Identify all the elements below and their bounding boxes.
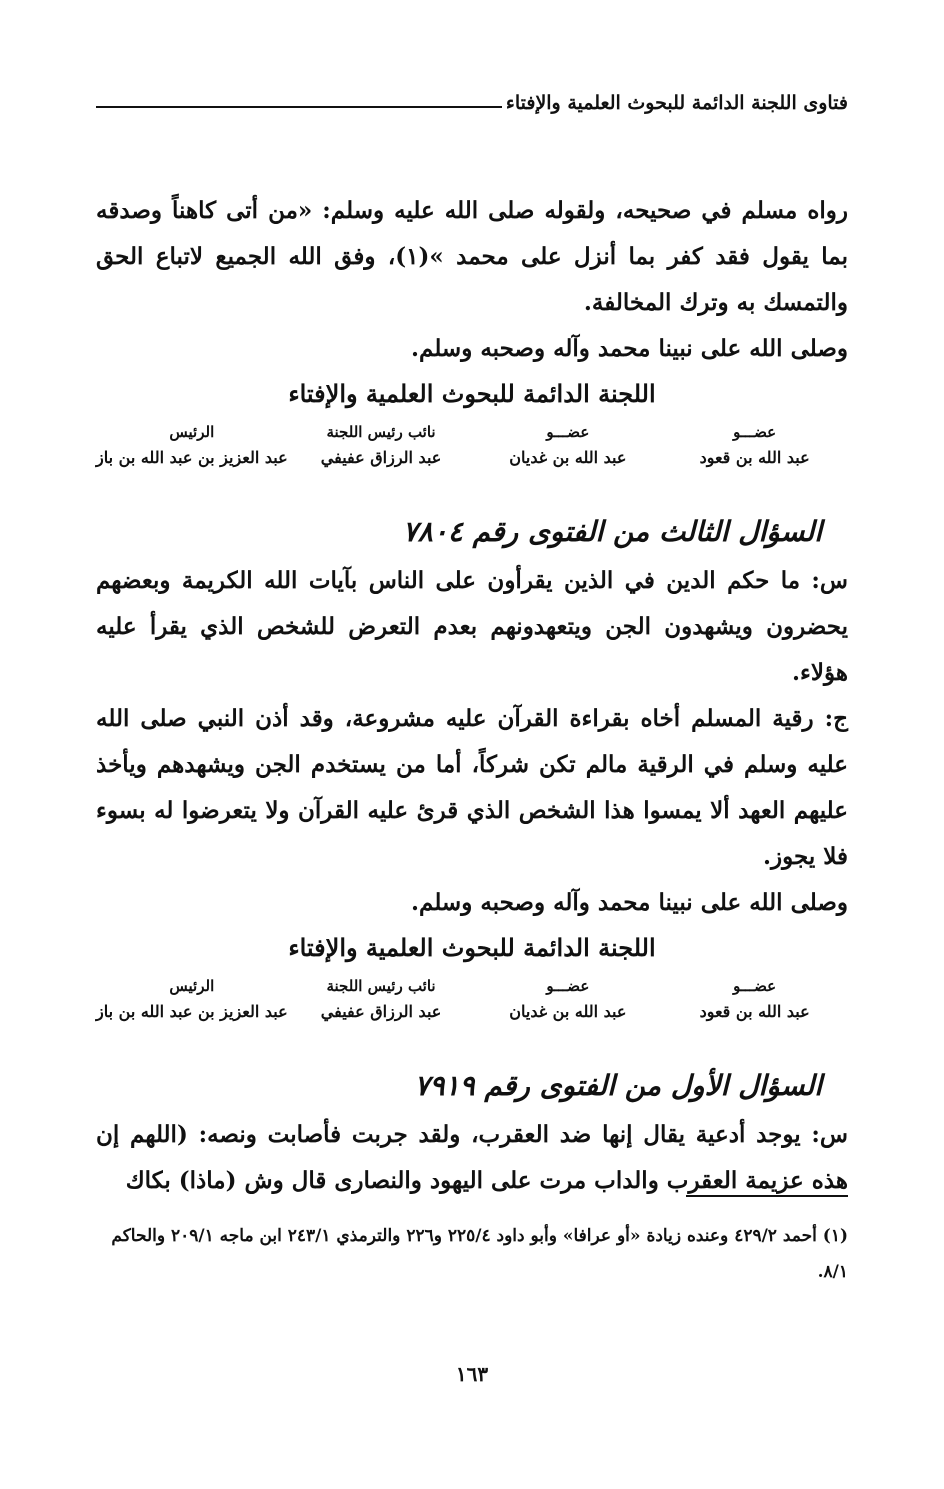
signature-role: عضـــو: [546, 423, 590, 441]
signature-name: عبد الرزاق عفيفي: [320, 1002, 442, 1021]
signature-member: [474, 974, 661, 1026]
committee-title: اللجنة الدائمة للبحوث العلمية والإفتاء: [288, 933, 656, 962]
running-header: [96, 82, 848, 114]
signature-role: الرئيس: [169, 977, 215, 995]
signature-name: عبد الله بن قعود: [699, 1002, 810, 1021]
signature-name: عبد الرزاق عفيفي: [320, 448, 442, 467]
answer-text: ج: رقية المسلم أخاه بقراءة القرآن عليه مشروعة، وقد أذن النبي صلى الله عليه وسلم في الرقية مالم تكن شركاً، أما من يستخدم الجن ويشهدهم ويأخذ عليهم العهد ألا يمسوا هذا الشخص الذي قرئ عليه القرآن ولا يتعرضوا له بسوء فلا يجوز.: [96, 705, 848, 870]
intro-closing: وصلى الله على نبينا محمد وآله وصحبه وسلم.: [411, 335, 848, 362]
signature-name: عبد العزيز بن عبد الله بن باز: [96, 448, 288, 467]
answer-closing: وصلى الله على نبينا محمد وآله وصحبه وسلم.: [411, 889, 848, 916]
question-heading: السؤال الثالث من الفتوى رقم ٧٨٠٤: [402, 515, 822, 548]
header-rule: [96, 106, 502, 108]
signature-role: عضـــو: [546, 977, 590, 995]
signature-role: الرئيس: [169, 423, 215, 441]
signature-member: [474, 420, 661, 472]
question-text: س: ما حكم الدين في الذين يقرأون على الناس بآيات الله الكريمة وبعضهم يحضرون ويشهدون الجن ويتعهدونهم بعدم التعرض للشخص الذي يقرأ عليه هؤلاء.: [96, 567, 848, 686]
signature-role: نائب رئيس اللجنة: [326, 423, 436, 441]
signature-member: [661, 420, 848, 472]
signature-member: [96, 974, 288, 1026]
signature-block: [96, 974, 848, 1026]
page: [96, 0, 848, 1489]
committee-title: اللجنة الدائمة للبحوث العلمية والإفتاء: [288, 379, 656, 408]
signature-member: [288, 420, 475, 472]
signature-name: عبد العزيز بن عبد الله بن باز: [96, 1002, 288, 1021]
signature-name: عبد الله بن غديان: [509, 448, 627, 467]
signature-role: نائب رئيس اللجنة: [326, 977, 436, 995]
signature-block: [96, 420, 848, 472]
question-heading: السؤال الأول من الفتوى رقم ٧٩١٩: [414, 1069, 822, 1102]
body-text: [96, 188, 848, 1204]
signature-name: عبد الله بن غديان: [509, 1002, 627, 1021]
intro-paragraph: رواه مسلم في صحيحه، ولقوله صلى الله عليه وسلم: «من أتى كاهناً وصدقه بما يقول فقد كفر بما أنزل على محمد »(١)، وفق الله الجميع لاتباع الحق والتمسك به وترك المخالفة.: [96, 197, 848, 316]
signature-name: عبد الله بن قعود: [699, 448, 810, 467]
signature-role: عضـــو: [733, 423, 777, 441]
signature-role: عضـــو: [733, 977, 777, 995]
signature-member: [661, 974, 848, 1026]
running-title: فتاوى اللجنة الدائمة للبحوث العلمية والإفتاء: [505, 92, 848, 114]
question-text: س: يوجد أدعية يقال إنها ضد العقرب، ولقد جربت فأصابت ونصه: (اللهم إن هذه عزيمة العقرب والداب مرت على اليهود والنصارى قال وش (ماذا) بكاك: [96, 1121, 848, 1194]
footnote: (١) أحمد ٤٢٩/٢ وعنده زيادة «أو عرافا» وأبو داود ٢٢٥/٤ و٢٢٦ والترمذي ٢٤٣/١ ابن ماجه ٢٠٩/١ والحاكم ٨/١.: [111, 1226, 848, 1282]
signature-member: [96, 420, 288, 472]
signature-member: [288, 974, 475, 1026]
footnote-rule: [686, 1195, 848, 1197]
page-number: ١٦٣: [455, 1362, 489, 1386]
